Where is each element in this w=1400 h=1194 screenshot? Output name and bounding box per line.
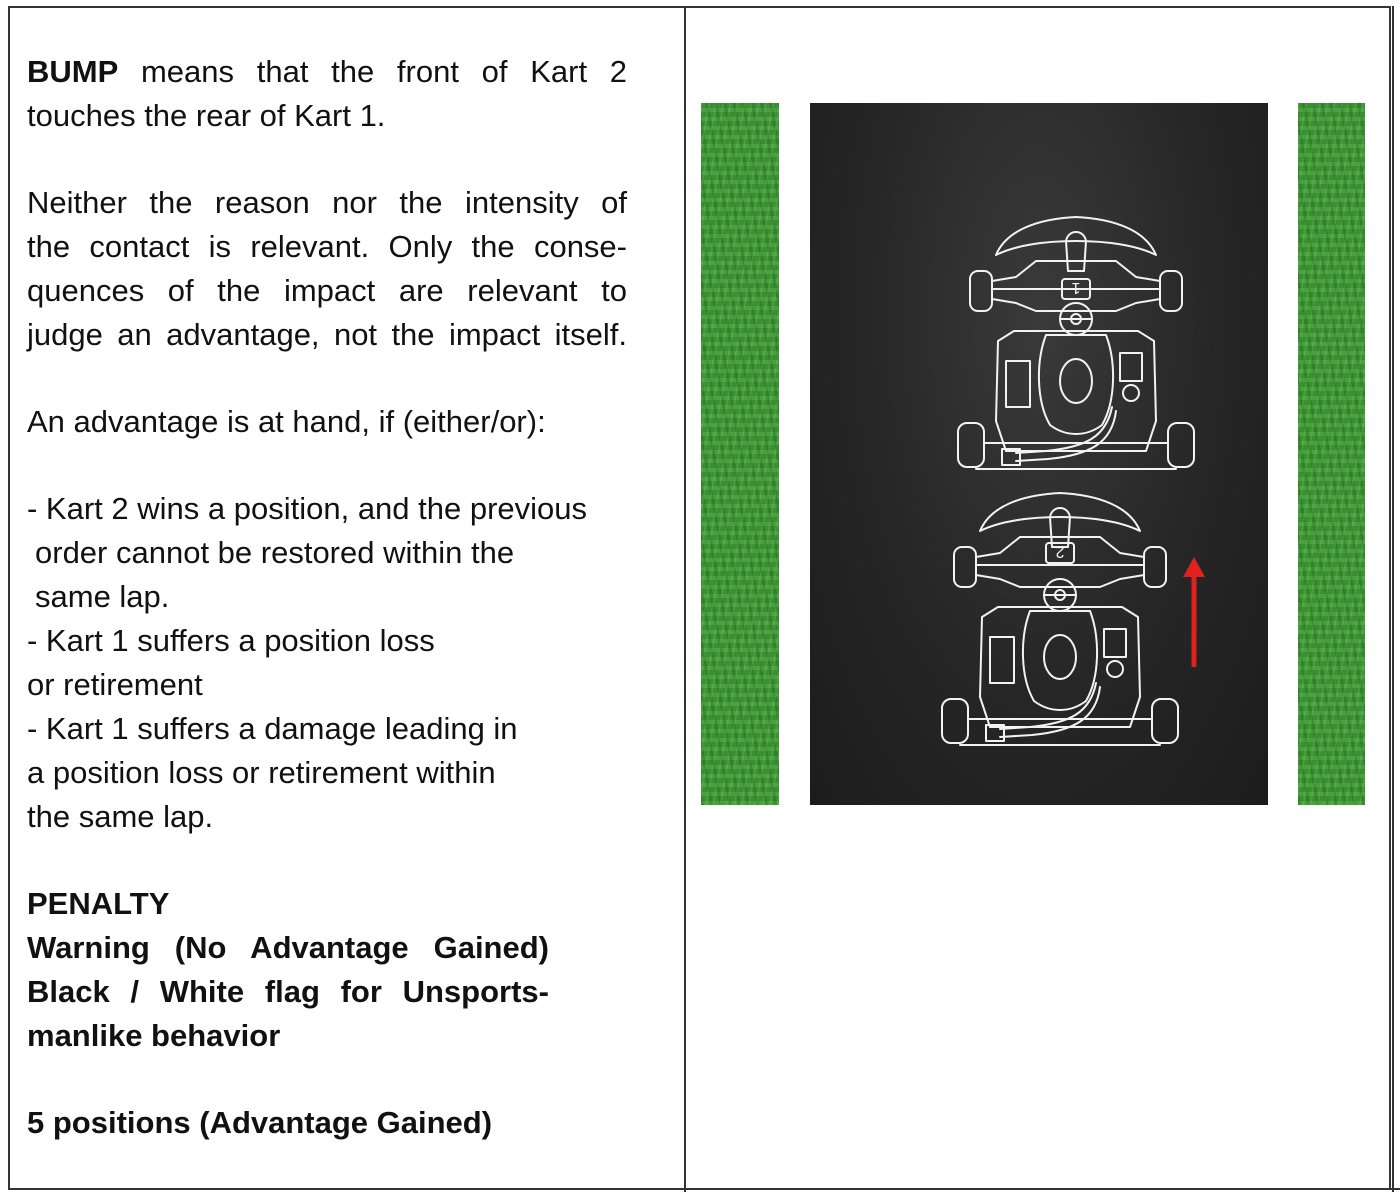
track-diagram [810, 103, 1268, 805]
kart-2-number: 2 [1055, 543, 1065, 560]
karts-illustration [810, 103, 1268, 805]
bullet-1-line-3: same lap. [35, 579, 170, 614]
kart-1 [958, 217, 1194, 469]
kart-2 [942, 493, 1178, 745]
column-divider [684, 6, 686, 1192]
bullet-2-line-1: - Kart 1 suffers a position loss [27, 623, 435, 658]
bullet-2-line-2: or retirement [27, 667, 203, 702]
relevance-line-4: judge an advantage, not the impact itself. [27, 317, 627, 352]
bullet-3-line-3: the same lap. [27, 799, 214, 834]
rule-text-column [27, 50, 627, 1145]
relevance-line-1: Neither the reason nor the intensity of [27, 185, 627, 220]
bump-term: BUMP [27, 54, 119, 89]
bump-definition-line-1: BUMP means that the front of Kart 2 [27, 54, 627, 89]
bump-definition-line-2: touches the rear of Kart 1. [27, 98, 386, 133]
bullet-3-line-2: a position loss or retirement within [27, 755, 496, 790]
advantage-intro: An advantage is at hand, if (either/or): [27, 404, 546, 439]
relevance-line-2: the contact is relevant. Only the conse- [27, 229, 627, 264]
relevance-line-3: quences of the impact are relevant to [27, 273, 627, 308]
bullet-1-line-2: order cannot be restored within the [35, 535, 515, 570]
penalty-black-white-flag: Black / White flag for Unsports- [27, 974, 549, 1009]
penalty-flag-continuation: manlike behavior [27, 1018, 281, 1053]
penalty-positions: 5 positions (Advantage Gained) [27, 1105, 493, 1140]
direction-arrow-icon [1183, 557, 1205, 667]
penalty-warning: Warning (No Advantage Gained) [27, 930, 549, 965]
bullet-3-line-1: - Kart 1 suffers a damage leading in [27, 711, 518, 746]
right-grass-strip [1298, 103, 1365, 805]
kart-1-number: 1 [1071, 279, 1081, 296]
penalty-heading: PENALTY [27, 886, 170, 921]
bullet-1-line-1: - Kart 2 wins a position, and the previous [27, 491, 588, 526]
table-right-edge [1392, 6, 1394, 1192]
table-bottom-rule [8, 1188, 1400, 1190]
left-grass-strip [701, 103, 779, 805]
